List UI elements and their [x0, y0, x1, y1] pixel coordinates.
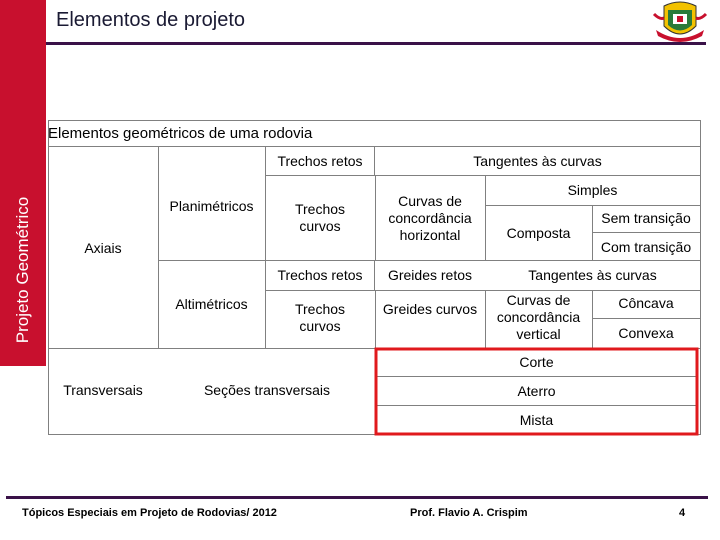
table-header: Elementos geométricos de uma rodovia: [48, 125, 313, 142]
footer-author: Prof. Flavio A. Crispim: [410, 507, 528, 519]
mista-label: Mista: [519, 412, 554, 428]
footer-course: Tópicos Especiais em Projeto de Rodovias/ 2012: [22, 507, 277, 519]
axiais-label: Axiais: [84, 240, 122, 256]
alt-trechos-curvos: Trechos curvos: [294, 301, 346, 334]
plan-trechos-curvos: Trechos curvos: [294, 201, 346, 234]
altimetricos-label: Altimétricos: [175, 296, 248, 312]
composta-label: Composta: [506, 225, 571, 241]
greides-retos: Greides retos: [387, 267, 473, 283]
transversais-label: Transversais: [63, 382, 143, 398]
footer-divider: [6, 496, 708, 499]
plan-tangentes: Tangentes às curvas: [473, 153, 602, 169]
simples-label: Simples: [567, 182, 618, 198]
plan-trechos-retos: Trechos retos: [277, 153, 363, 169]
page-number: 4: [679, 507, 686, 519]
side-title-text: Projeto Geométrico: [13, 196, 32, 344]
planimetricos-label: Planimétricos: [169, 198, 254, 214]
alt-trechos-retos: Trechos retos: [277, 267, 363, 283]
aterro-label: Aterro: [517, 383, 556, 399]
corte-label: Corte: [519, 354, 554, 370]
greides-curvos: Greides curvos: [382, 301, 478, 317]
plan-curvas-horizontal: Curvas de concordância horizontal: [388, 193, 472, 243]
secoes-label: Seções transversais: [203, 382, 331, 398]
concava-label: Côncava: [618, 295, 674, 311]
convexa-label: Convexa: [618, 325, 674, 341]
alt-tangentes: Tangentes às curvas: [528, 267, 657, 283]
curvas-vertical: Curvas de concordância vertical: [496, 292, 581, 342]
sem-transicao-label: Sem transição: [601, 210, 691, 226]
com-transicao-label: Com transição: [600, 239, 692, 255]
page-title: Elementos de projeto: [56, 9, 246, 31]
